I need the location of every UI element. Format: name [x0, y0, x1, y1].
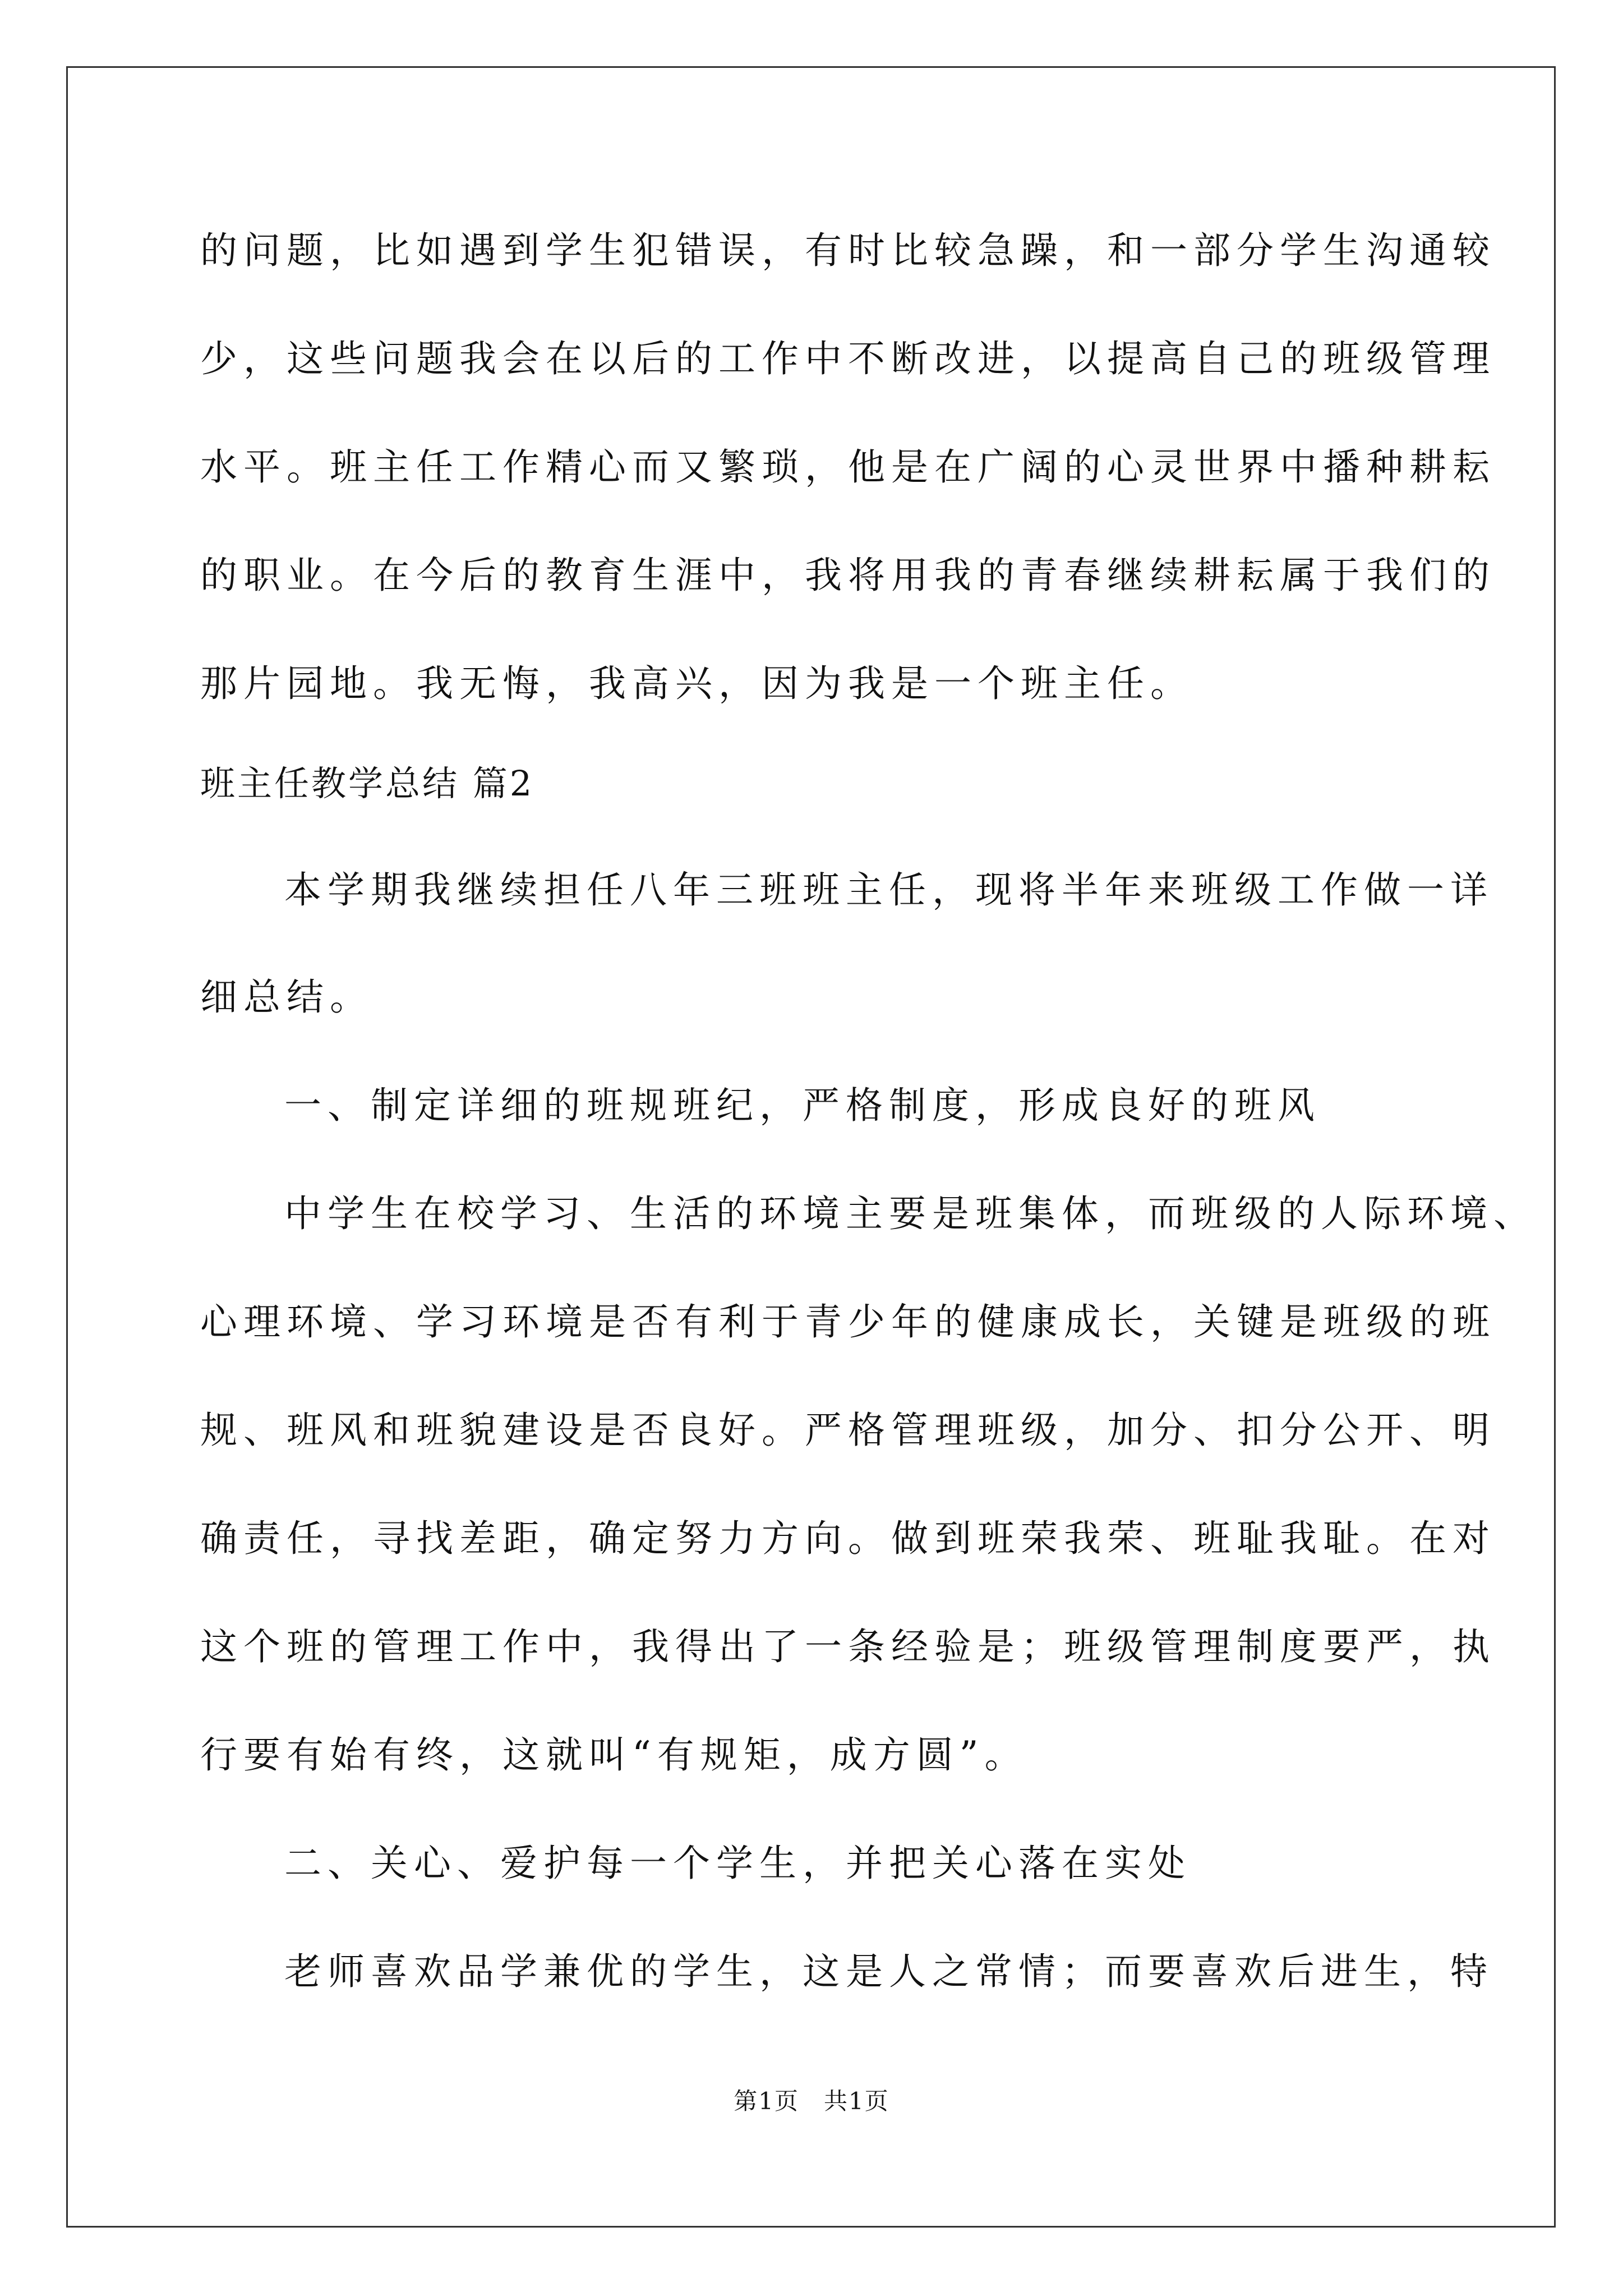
body-line: 水平。班主任工作精心而又繁琐，他是在广阔的心灵世界中播种耕耘 — [200, 445, 1496, 489]
page-border — [66, 66, 1556, 2228]
body-line: 少，这些问题我会在以后的工作中不断改进，以提高自己的班级管理 — [200, 337, 1496, 380]
body-line: 那片园地。我无悔，我高兴，因为我是一个班主任。 — [200, 662, 1193, 705]
body-line: 老师喜欢品学兼优的学生，这是人之常情；而要喜欢后进生，特 — [284, 1950, 1493, 1993]
subheading: 一、制定详细的班规班纪，严格制度，形成良好的班风 — [284, 1084, 1321, 1127]
section-heading: 班主任教学总结 篇2 — [200, 763, 534, 804]
body-line: 确责任，寻找差距，确定努力方向。做到班荣我荣、班耻我耻。在对 — [200, 1517, 1496, 1560]
body-line: 的职业。在今后的教育生涯中，我将用我的青春继续耕耘属于我们的 — [200, 554, 1496, 597]
body-line: 行要有始有终，这就叫“有规矩，成方圆”。 — [200, 1733, 1028, 1777]
body-line: 这个班的管理工作中，我得出了一条经验是；班级管理制度要严，执 — [200, 1625, 1496, 1668]
subheading: 二、关心、爱护每一个学生，并把关心落在实处 — [284, 1842, 1191, 1885]
body-line: 本学期我继续担任八年三班班主任，现将半年来班级工作做一详 — [284, 868, 1493, 912]
body-line: 的问题，比如遇到学生犯错误，有时比较急躁，和一部分学生沟通较 — [200, 229, 1496, 272]
body-line: 中学生在校学习、生活的环境主要是班集体，而班级的人际环境、 — [284, 1192, 1537, 1235]
body-line: 规、班风和班貌建设是否良好。严格管理班级，加分、扣分公开、明 — [200, 1409, 1496, 1452]
body-line: 心理环境、学习环境是否有利于青少年的健康成长，关键是班级的班 — [200, 1300, 1496, 1343]
page-footer: 第1页 共1页 — [734, 2087, 889, 2115]
body-line: 细总结。 — [200, 976, 373, 1019]
